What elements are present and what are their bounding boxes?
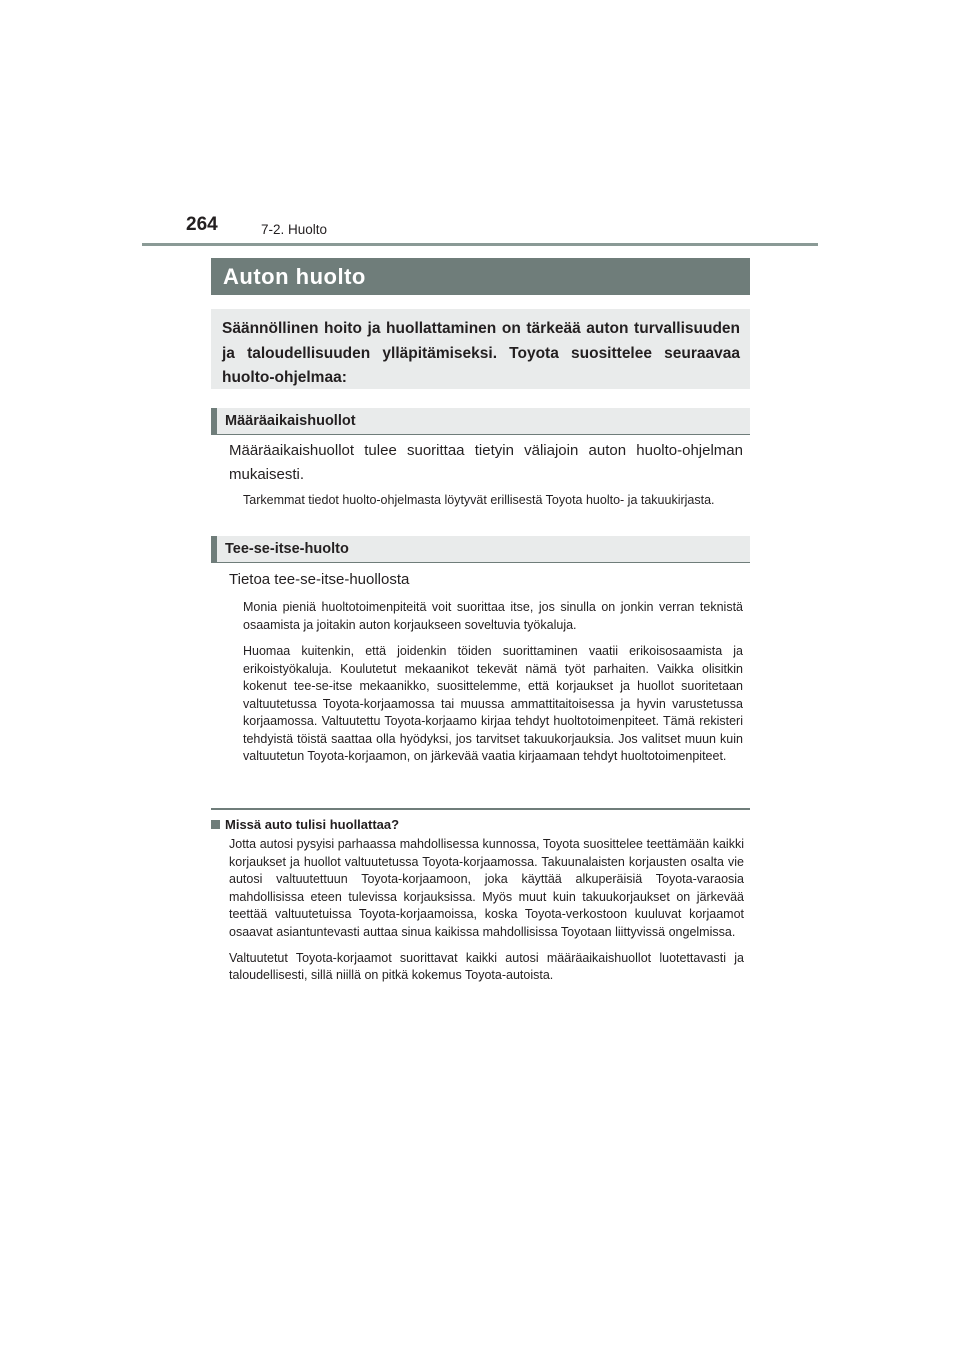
page-number: 264 bbox=[186, 214, 218, 235]
header-rule bbox=[142, 243, 818, 246]
section-note bbox=[243, 599, 743, 775]
page-title-bar bbox=[211, 258, 750, 295]
question-title bbox=[211, 817, 399, 832]
intro-box: Säännöllinen hoito ja huollattaminen on tärkeää auton turvallisuuden ja taloudellisuuden ylläpitämiseksi. Toyota suosittelee seuraavaa huolto-ohjelmaa: bbox=[211, 309, 750, 389]
square-bullet-icon bbox=[211, 820, 220, 829]
note-paragraph: Huomaa kuitenkin, että joidenkin töiden suorittaminen vaatii erikoisosaamista ja erikoistyökaluja. Koulutetut mekaanikot tekevät nämä työt parhaiten. Vaikka olisitkin kokenut tee-se-itse mekaanikko, suosittelemme, että korjaukset ja huollot suoritetaan valtuutetussa Toyota-korjaamossa tai muussa ammattitaitoisessa ja hyvin varustetussa korjaamossa. Valtuutettu Toyota-korjaamo kirjaa tehdyt huoltotoimenpiteet. Tämä rekisteri tehdyistä töistä saattaa olla hyödyksi, jos tarvitset takuukorjauksia. Jos valitset muun kuin valtuutetun Toyota-korjaamon, on järkevää vaatia kirjaamaan tehdyt huoltotoimenpiteet. bbox=[243, 644, 743, 763]
section-note bbox=[243, 492, 743, 519]
note-paragraph: Monia pieniä huoltotoimenpiteitä voit suorittaa itse, jos sinulla on jonkin verran teknistä osaamista ja joitakin auton korjaukseen soveltuvia työkaluja. bbox=[243, 600, 743, 632]
question-paragraph: Jotta autosi pysyisi parhaassa mahdollisessa kunnossa, Toyota suosittelee teettämään kaikki korjaukset ja huollot valtuutetussa Toyota-korjaamossa. Takuunalaisten korjausten osalta vie autosi valtuutettuun Toyota-korjaamoon, joka käyttää alkuperäisiä Toyota-varaosia mahdollisissa eteen tulevissa korjauksissa. Myös muut kuin takuukorjaukset on järkevää teettää valtuutetuissa Toyota-korjaamoissa, koska Toyota-verkostoon kuuluvat korjaamot osaavat asiantuntevasti auttaa sinua kaikissa mahdollisissa Toyotaan liittyvissä ongelmissa. bbox=[229, 837, 744, 939]
divider bbox=[211, 808, 750, 810]
question-title-text: Missä auto tulisi huollattaa? bbox=[225, 817, 400, 832]
section-body: Määräaikaishuollot tulee suorittaa tietyin väliajoin auton huolto-ohjelman mukaisesti. bbox=[229, 442, 743, 483]
section-heading-maaraaikaishuollot: Määräaikaishuollot bbox=[211, 408, 750, 435]
section-label: 7-2. Huolto bbox=[261, 222, 328, 237]
section-heading-tee-se-itse-huolto: Tee-se-itse-huolto bbox=[211, 536, 750, 563]
section-body: Tietoa tee-se-itse-huollosta bbox=[229, 571, 410, 588]
page-title: Auton huolto bbox=[223, 263, 366, 289]
question-paragraph: Valtuutetut Toyota-korjaamot suorittavat kaikki autosi määräaikaishuollot luotettavasti ja taloudellisesti, sillä niillä on pitkä kokemus Toyota-autoista. bbox=[229, 950, 744, 983]
question-body bbox=[229, 836, 744, 993]
note-paragraph: Tarkemmat tiedot huolto-ohjelmasta löytyvät erillisestä Toyota huolto- ja takuukirjasta. bbox=[243, 493, 715, 507]
